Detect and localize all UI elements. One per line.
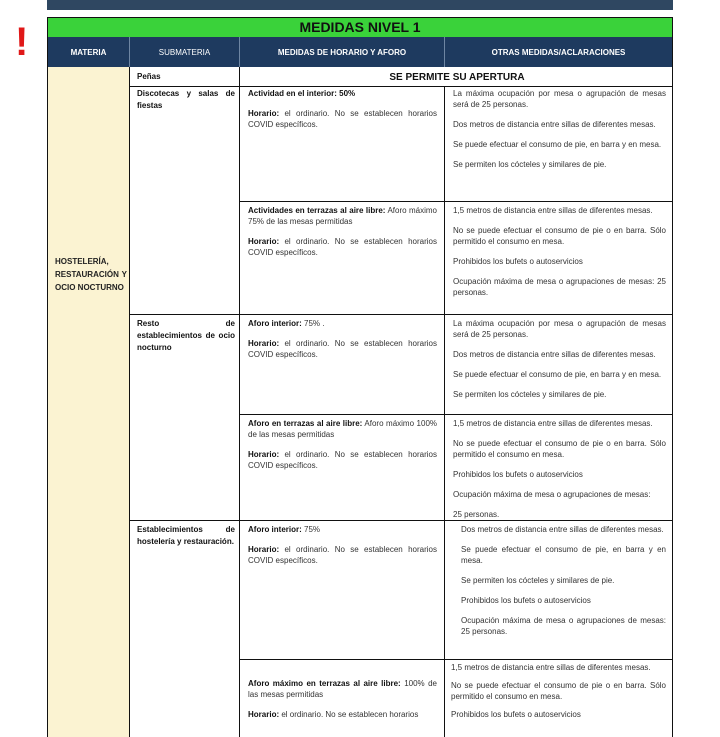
otras-item: Dos metros de distancia entre sillas de diferentes mesas. bbox=[453, 350, 656, 359]
otras-item: No se puede efectuar el consumo de pie o en barra. Sólo permitido el consumo en mesa. bbox=[451, 681, 666, 701]
otras-item: No se puede efectuar el consumo de pie o en barra. Sólo permitido el consumo en mesa. bbox=[453, 226, 666, 246]
hosteleria-interior-otras bbox=[461, 524, 666, 646]
otras-item: La máxima ocupación por mesa o agrupación de mesas será de 25 personas. bbox=[453, 319, 666, 339]
horario-text: el ordinario. No se establecen horarios COVID específicos. bbox=[248, 545, 437, 565]
otras-item: Se permiten los cócteles y similares de pie. bbox=[453, 160, 607, 169]
grid-line bbox=[672, 67, 673, 737]
horario-text: el ordinario. No se establecen horarios COVID específicos. bbox=[248, 109, 437, 129]
header-submateria: SUBMATERIA bbox=[130, 37, 240, 67]
otras-item: Se permiten los cócteles y similares de pie. bbox=[453, 390, 607, 399]
otras-item: Prohibidos los bufets o autoservicios bbox=[453, 257, 583, 266]
interior-title-rest: 75% bbox=[304, 525, 321, 534]
horario-text: el ordinario. No se establecen horarios bbox=[281, 710, 419, 719]
horario-label: Horario: bbox=[248, 450, 280, 459]
submateria-hosteleria: Establecimientos de hostelería y restauración. bbox=[137, 525, 235, 546]
submateria-discotecas: Discotecas y salas de fiestas bbox=[137, 89, 235, 110]
interior-title-bold: Aforo interior: bbox=[248, 319, 302, 328]
resto-terraza-medidas bbox=[248, 418, 437, 480]
terraza-title-rest: Aforo máximo 75% de las mesas permitidas bbox=[248, 206, 437, 226]
otras-item: Dos metros de distancia entre sillas de diferentes mesas. bbox=[453, 120, 656, 129]
otras-item: Se puede efectuar el consumo de pie, en barra y en mesa. bbox=[453, 140, 662, 149]
header-materia: MATERIA bbox=[47, 37, 130, 67]
terraza-title-bold: Aforo en terrazas al aire libre: bbox=[248, 419, 363, 428]
hosteleria-terraza-otras bbox=[451, 662, 666, 729]
submateria-penas: Peñas bbox=[137, 72, 161, 81]
submateria-column bbox=[130, 67, 240, 737]
discotecas-interior-title: Actividad en el interior: 50% bbox=[248, 89, 356, 98]
hosteleria-terraza-medidas bbox=[248, 678, 437, 729]
otras-item: Se puede efectuar el consumo de pie, en barra y en mesa. bbox=[453, 370, 662, 379]
terraza-title-rest: Aforo máximo 100% de las mesas permitidas bbox=[248, 419, 437, 439]
warning-exclamation-icon: ! bbox=[15, 20, 29, 64]
otras-item: Prohibidos los bufets o autoservicios bbox=[453, 470, 583, 479]
submateria-resto: Resto de establecimientos de ocio nocturno bbox=[137, 319, 235, 352]
otras-item: Prohibidos los bufets o autoservicios bbox=[461, 596, 591, 605]
horario-label: Horario: bbox=[248, 710, 280, 719]
otras-item: Se permiten los cócteles y similares de pie. bbox=[461, 576, 615, 585]
otras-item: Ocupación máxima de mesa o agrupaciones de mesas: 25 personas. bbox=[453, 277, 666, 297]
otras-item: 25 personas. bbox=[453, 510, 500, 519]
page-title: MEDIDAS NIVEL 1 bbox=[47, 17, 673, 38]
resto-terraza-otras bbox=[453, 418, 666, 529]
horario-label: Horario: bbox=[248, 109, 280, 118]
otras-item: Dos metros de distancia entre sillas de diferentes mesas. bbox=[461, 525, 664, 534]
otras-item: 1,5 metros de distancia entre sillas de diferentes mesas. bbox=[451, 663, 651, 672]
grid-line bbox=[240, 201, 673, 202]
horario-text: el ordinario. No se establecen horarios COVID específicos. bbox=[248, 237, 437, 257]
materia-label: HOSTELERÍA, RESTAURACIÓN Y OCIO NOCTURNO bbox=[55, 257, 127, 292]
header-medidas: MEDIDAS DE HORARIO Y AFORO bbox=[240, 37, 445, 67]
grid-line bbox=[240, 659, 673, 660]
grid-line bbox=[130, 86, 673, 87]
horario-label: Horario: bbox=[248, 545, 280, 554]
discotecas-terraza-medidas bbox=[248, 205, 437, 267]
grid-line bbox=[240, 414, 673, 415]
horario-text: el ordinario. No se establecen horarios COVID específicos. bbox=[248, 339, 437, 359]
otras-item: Se puede efectuar el consumo de pie, en barra y en mesa. bbox=[461, 545, 666, 565]
top-banner-bar bbox=[47, 0, 673, 10]
horario-label: Horario: bbox=[248, 237, 280, 246]
otras-item: 1,5 metros de distancia entre sillas de diferentes mesas. bbox=[453, 206, 653, 215]
hosteleria-interior-medidas bbox=[248, 524, 437, 575]
grid-line bbox=[130, 314, 673, 315]
interior-title-bold: Aforo interior: bbox=[248, 525, 302, 534]
otras-item: Ocupación máxima de mesa o agrupaciones de mesas: 25 personas. bbox=[461, 616, 666, 636]
otras-item: No se puede efectuar el consumo de pie o en barra. Sólo permitido el consumo en mesa. bbox=[453, 439, 666, 459]
header-otras: OTRAS MEDIDAS/ACLARACIONES bbox=[445, 37, 673, 67]
terraza-title-bold: Aforo máximo en terrazas al aire libre: bbox=[248, 679, 401, 688]
horario-label: Horario: bbox=[248, 339, 280, 348]
penas-status: SE PERMITE SU APERTURA bbox=[389, 72, 525, 83]
resto-interior-otras bbox=[453, 318, 666, 400]
terraza-title-rest: 100% de las mesas permitidas bbox=[248, 679, 437, 699]
otras-item: Ocupación máxima de mesa o agrupaciones de mesas: bbox=[453, 490, 651, 499]
materia-column bbox=[47, 67, 130, 737]
otras-item: 1,5 metros de distancia entre sillas de diferentes mesas. bbox=[453, 419, 653, 428]
document-page bbox=[47, 17, 673, 727]
terraza-title-bold: Actividades en terrazas al aire libre: bbox=[248, 206, 386, 215]
grid-line bbox=[444, 86, 445, 737]
discotecas-interior-otras bbox=[453, 88, 666, 179]
interior-title-rest: 75% . bbox=[304, 319, 325, 328]
discotecas-interior-medidas bbox=[248, 88, 437, 139]
otras-item: La máxima ocupación por mesa o agrupación de mesas será de 25 personas. bbox=[453, 89, 666, 109]
horario-text: el ordinario. No se establecen horarios COVID específicos. bbox=[248, 450, 437, 470]
discotecas-terraza-otras bbox=[453, 205, 666, 307]
resto-interior-medidas bbox=[248, 318, 437, 369]
otras-item: Prohibidos los bufets o autoservicios bbox=[451, 710, 581, 719]
